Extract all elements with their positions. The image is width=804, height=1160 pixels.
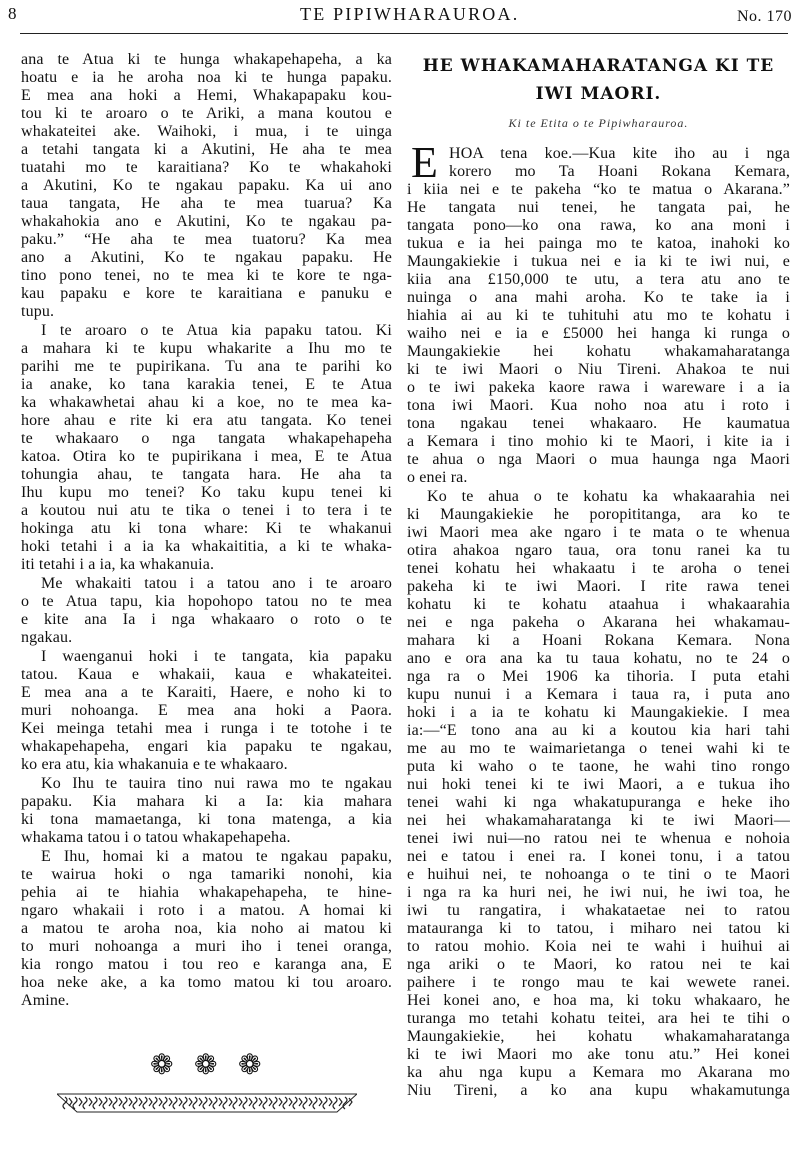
text-line: otira ahakoa ngaro taua, ora tonu ranei ka tu (407, 542, 790, 559)
flower-ornament-icon: ❁ (194, 1050, 218, 1081)
paragraph (407, 488, 790, 1100)
text-line: a koutou nui atu te tika o tenei i to tera i te (21, 502, 392, 519)
text-line: HOA tena koe.—Kua kite iho au i nga (449, 145, 790, 162)
text-line: taua tangata, He aha te mea tuarua? Ka (21, 195, 392, 212)
text-line: muri nohoanga. E mea ana hoki a Paora. (21, 702, 392, 719)
text-line: iwi tu rangatira, i whakataetae nei to ratou (407, 902, 790, 919)
text-line: ki tona mamaetanga, ki tona matenga, a kia (21, 811, 392, 828)
text-line: hoa neke ake, a ka tomo matou ki tou aroaro. (21, 974, 392, 991)
text-line: tenei iwi nui—no ratou nei te whenua e nohoia (407, 830, 790, 847)
right-column (407, 145, 790, 1101)
text-line: a Akutini, Ko te ngakau papaku. Ka ui ano (21, 177, 392, 194)
text-line: paku.” “He aha te mea tuatoru? Ka mea (21, 231, 392, 248)
text-line: puta ki waho o te taone, he wahi tino rongo (407, 758, 790, 775)
text-line: nei e nga pakeha o Akarana hei whakamau- (407, 614, 790, 631)
text-line: ka whakawhetai ahau ki a koe, no te mea ka- (21, 394, 392, 411)
text-line: whakapehapeha, engari kia papaku te ngakau, (21, 738, 392, 755)
text-line: whakateitei ake. Waihoki, i mua, i te uinga (21, 123, 392, 140)
text-line: Hei konei ano, e hoa ma, ki toku whakaaro, he (407, 992, 790, 1009)
text-line: mahara ki a Hoani Rokana Kemara. Nona (407, 632, 790, 649)
text-line: paihere i te rongo mau te kai wewete ranei. (407, 974, 790, 991)
text-line: ia anake, ko tana karakia tenei, E te Atua (21, 376, 392, 393)
text-line: ngakau. (21, 629, 73, 646)
text-line: Maungakiekie i tukua nei e ia ki te iwi nui, e (407, 253, 790, 270)
text-line: e huihui nei, te nohoanga o te tini o te Maori (407, 866, 790, 883)
paragraph (21, 775, 392, 847)
text-line: parihi me te pupirikana. Tu ana te parihi ko (21, 358, 392, 375)
page-number: 8 (8, 4, 17, 23)
text-line: E Ihu, homai ki a matou te ngakau papaku, (41, 848, 392, 865)
text-line: tohungia ahau, te tangata hara. He aha ta (21, 466, 392, 483)
text-line: ana te Atua ki te hunga whakapehapeha, a ka (21, 51, 392, 68)
text-line: hokinga atu ki tona whare: Ki te whakanui (21, 520, 392, 537)
headline-line-2: IWI MAORI. (535, 84, 662, 104)
text-line: korero mo Ta Hoani Rokana Kemara, (449, 163, 790, 180)
text-line: ano a Akutini, Ko te ngakau papaku. He (21, 249, 392, 266)
text-line: me au mo te waimarietanga o tenei wahi ki te (407, 740, 790, 757)
text-line: nga ariki o te Maori, ko ratou nei te kai (407, 956, 790, 973)
text-line: tou ki te aroaro o te Ariki, a mana koutou e (21, 105, 392, 122)
text-line: te whakaaro o nga tangata whakapehapeha (21, 430, 392, 447)
text-line: ko era atu, kia whakanuia e te whakaaro. (21, 756, 288, 773)
text-line: tenei kohatu hei whakaatu i te aroha o tenei (407, 560, 790, 577)
text-line: Me whakaiti tatou i a tatou ano i te aroaro (41, 575, 392, 592)
paragraph (21, 575, 392, 647)
text-line: tangata pono—ko ona rawa, ko ana moni i (407, 217, 790, 234)
text-line: ki Maungakiekie he poropititanga, ara ko te (407, 506, 790, 523)
text-line: I waenganui hoki i te tangata, kia papaku (41, 648, 392, 665)
text-line: ano e ora ana ka tu taua kohatu, no te 24 o (407, 650, 790, 667)
text-line: a tetahi tangata ki a Akutini, He aha te mea (21, 141, 392, 158)
text-line: te wairua hoki o nga tamariki nonohi, kia (21, 866, 392, 883)
paragraph (21, 648, 392, 774)
article-subtitle: Ki te Etita o te Pipiwharauroa. (508, 116, 689, 130)
text-line: hoki i a ia te kohatu ki Maungakiekie. I mea (407, 704, 790, 721)
text-line: ia:—“E tono ana au ki a koutou kia hari tahi (407, 722, 790, 739)
text-line: Maungakiekie, hei kohatu whakamaharatanga (407, 1028, 790, 1045)
text-line: I te aroaro o te Atua kia papaku tatou. Ki (41, 322, 392, 339)
text-line: whakahokia ano e Akutini, Ko te ngakau pa- (21, 213, 392, 230)
text-line: to ratou mohio. Koia nei te wahi i huihui ai (407, 938, 790, 955)
text-line: tuatahi mo te karaitiana? Ko te whakahoki (21, 159, 392, 176)
text-line: tino pono tenei, no te mea ki te kore te nga- (21, 267, 392, 284)
flower-ornament-icon: ❁ (238, 1050, 262, 1081)
text-line: iti tetahi i a ia, ka whakanuia. (21, 556, 215, 573)
text-line: Ko te ahua o te kohatu ka whakaarahia nei (427, 488, 790, 505)
paragraph (407, 145, 790, 487)
text-line: tupu. (21, 303, 55, 320)
text-line: kiia ana £150,000 te utu, a tera atu ano te (407, 271, 790, 288)
text-line: a matou te aroha noa, kia noho ai matou ki (21, 920, 392, 937)
text-line: i kiia nei e te pakeha “ko te matua o Akarana.” (407, 181, 790, 198)
text-line: E mea ana a te Karaiti, Haere, e noho ki to (21, 684, 392, 701)
text-line: ngaro whakaii i roto i a matou. A homai ki (21, 902, 392, 919)
text-line: E mea ana hoki a Hemi, Whakapapaku kou- (21, 87, 392, 104)
text-line: o te Atua tapu, kia hopohopo tatou no te mea (21, 593, 392, 610)
text-line: tukua e ia hei painga mo te katoa, inahoki ko (407, 235, 790, 252)
text-line: katoa. Otira ko te pupirikana i mea, E te Atua (21, 448, 392, 465)
text-line: Kei meinga tetahi mea i runga i te totohe i te (21, 720, 392, 737)
text-line: pehia ai te hiahia whakapehapeha, te hine- (21, 884, 392, 901)
paragraph (21, 51, 392, 321)
header-rule (20, 33, 788, 34)
text-line: nuinga o ana mahi aroha. Ko te take ia i (407, 289, 790, 306)
text-line: kohatu ki te kohatu ataahua i whakaarahia (407, 596, 790, 613)
text-line: kupu nunui i a Kemara i taua ra, i puta ano (407, 686, 790, 703)
text-line: waiho nei e ia e £5000 hei hanga ki runga o (407, 325, 790, 342)
text-line: Amine. (21, 992, 70, 1009)
paragraph (21, 322, 392, 574)
newspaper-title: TE PIPIWHARAUROA. (300, 4, 520, 24)
issue-number: No. 170 (736, 8, 792, 25)
text-line: tenei wahi ki nga whakatupuranga e heke iho (407, 794, 790, 811)
drop-cap: E (411, 145, 439, 181)
text-line: Maungakiekie hei kohatu whakamaharatanga (407, 343, 790, 360)
text-line: ka ahu nga kupu a Kemara mo Akarana mo (407, 1064, 790, 1081)
text-line: e kite ana Ia i nga whakaaro o roto o te (21, 611, 392, 628)
headline-line-1: HE WHAKAMAHARATANGA KI TE (422, 56, 775, 76)
text-line: matauranga ki to tatou, i miharo nei tatou ki (407, 920, 790, 937)
text-line: pakeha ki te iwi Maori. I rite rawa tenei (407, 578, 790, 595)
text-line: He tangata nui tenei, he tangata pai, he (407, 199, 790, 216)
paragraph (21, 848, 392, 1010)
text-line: iwi Maori mea ake ngaro i te mata o te whenua (407, 524, 790, 541)
drop-cap-lines (449, 145, 790, 181)
text-line: nei e tatou i enei ra. I konei tonu, i a tatou (407, 848, 790, 865)
text-line: Ko Ihu te tauira tino nui rawa mo te ngakau (41, 775, 392, 792)
text-line: nei hei whakamaharatanga ki te iwi Maori— (407, 812, 790, 829)
flower-ornament-icon: ❁ (150, 1050, 174, 1081)
text-line: hoki tetahi i a ia ka whakaititia, a ki te whaka- (21, 538, 392, 555)
text-line: a mahara ki te kupu whakarite a Ihu mo te (21, 340, 392, 357)
text-line: nga ra o Mei 1906 ka tihoria. I puta etahi (407, 668, 790, 685)
text-line: hore ahau e rite ki era atu tangata. Ko tenei (21, 412, 392, 429)
text-line: Ihu kupu mo tenei? Ko taku kupu tenei ki (21, 484, 392, 501)
page-header (0, 0, 804, 34)
text-line: kia rongo matou i tou reo e karanga ana, E (21, 956, 392, 973)
text-line: te ahua o nga Maori o mua haunga nga Maori (407, 451, 790, 468)
text-line: to muri nohoanga a muri iho i tenei oranga, (21, 938, 392, 955)
text-line: papaku. Kia mahara ki a Ia: kia mahara (21, 793, 392, 810)
text-line: Niu Tireni, a ko ana kupu whakamutunga (407, 1082, 790, 1099)
text-line: ki te iwi Maori o Niu Tireni. Ahakoa te nui (407, 361, 790, 378)
text-line: tatou. Kaua e whakaii, kaua e whakateitei. (21, 666, 392, 683)
article-headline (407, 52, 790, 108)
text-line: turanga mo tetahi kohatu teitei, ara hei te tihi o (407, 1010, 790, 1027)
decorative-band-ornament (57, 1092, 357, 1114)
left-column (21, 51, 392, 1011)
text-line: whakama tatou i o tatou whakapehapeha. (21, 829, 291, 846)
drop-cap-row (407, 145, 790, 181)
text-line: hiahia ai au ki te tuhituhi atu mo te kohatu i (407, 307, 790, 324)
text-line: kau papaku e kore te karaitiana e panuku e (21, 285, 392, 302)
text-line: a Kemara i tino mohio ki te Maori, i kite ia i (407, 433, 790, 450)
text-line: o te iwi pakeka kaore rawa i wareware i a ia (407, 379, 790, 396)
text-line: i nga ra ka huri nei, he iwi nui, he iwi toa, he (407, 884, 790, 901)
text-line: ki te iwi Maori mo ake tonu atu.” Hei konei (407, 1046, 790, 1063)
text-line: hoatu e ia he aroha noa ki te hunga papaku. (21, 69, 392, 86)
text-line: tona iwi Maori. Kua noho noa atu i roto i (407, 397, 790, 414)
text-line: o enei ra. (407, 469, 468, 486)
text-line: tona ngakau tenei whakaaro. He kaumatua (407, 415, 790, 432)
text-line: nui hoki tenei ki te iwi Maori, a e tukua iho (407, 776, 790, 793)
